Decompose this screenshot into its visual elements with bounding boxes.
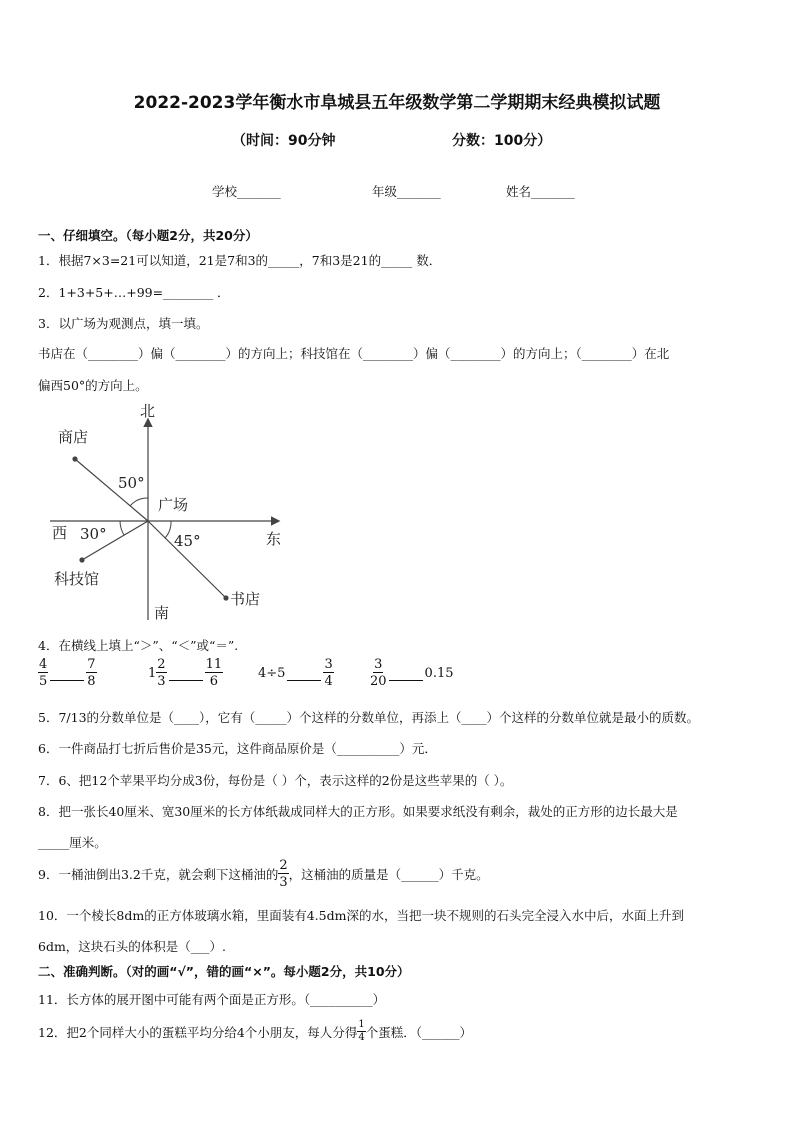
compare-item-4: $\frac{3}{20}$ 0.15 <box>370 657 454 689</box>
shop-point <box>72 456 77 461</box>
name-field: 姓名_______ <box>506 184 575 199</box>
question-2: 2．1+3+5+…+99=________ ． <box>38 285 230 300</box>
answer-blank[interactable] <box>389 666 423 681</box>
question-10-line2: 6dm，这块石头的体积是（___）. <box>38 939 227 954</box>
angle-bookstore-label: 45° <box>174 532 201 550</box>
angle-museum-label: 30° <box>80 525 107 543</box>
south-label: 南 <box>154 604 170 622</box>
page-title: 2022-2023学年衡水市阜城县五年级数学第二学期期末经典模拟试题 <box>133 93 661 113</box>
bookstore-label: 书店 <box>230 590 261 608</box>
angle-arc-bookstore <box>165 521 171 538</box>
question-11: 11．长方体的展开图中可能有两个面是正方形。（__________） <box>38 992 386 1007</box>
shop-label: 商店 <box>58 428 89 446</box>
question-12: 12．把2个同样大小的蛋糕平均分给4个小朋友，每人分得 1 4 个蛋糕．（______） <box>38 1019 472 1043</box>
question-10: 10．一个棱长8dm的正方体玻璃水箱，里面装有4.5dm深的水，当把一块不规则的石头完全浸入水中后，水面上升到 <box>38 908 684 923</box>
section2-heading: 二、准确判断。（对的画“√”，错的画“×”。每小题2分，共10分） <box>38 964 410 979</box>
north-label: 北 <box>140 402 156 420</box>
compare-item-3: 4÷5 $\frac{3}{4}$ <box>258 657 333 689</box>
question-6: 6．一件商品打七折后售价是35元，这件商品原价是（__________）元． <box>38 741 437 756</box>
question-8: 8．把一张长40厘米、宽30厘米的长方体纸裁成同样大的正方形。如果要求纸没有剩余，裁处的正方形的边长最大是 <box>38 804 678 819</box>
angle-arc-shop <box>130 498 148 506</box>
question-3: 3．以广场为观测点，填一填。 <box>38 316 209 331</box>
question-3-line2: 书店在（________）偏（________）的方向上；科技馆在（________）偏（________）的方向上；（________）在北 <box>38 346 670 361</box>
exam-score: 分数：100分） <box>452 133 552 149</box>
question-9: 9．一桶油倒出3.2千克，就会剩下这桶油的 $\frac{2}{3}$ ，这桶油的质量是（______）千克。 <box>38 858 489 890</box>
school-field: 学校_______ <box>212 184 281 199</box>
compare-item-2: 1 $\frac{2}{3}$ $\frac{11}{6}$ <box>148 657 223 689</box>
museum-label: 科技馆 <box>54 570 100 588</box>
answer-blank[interactable] <box>287 666 321 681</box>
compare-item-1: $\frac{4}{5}$ $\frac{7}{8}$ <box>39 657 96 689</box>
angle-shop-label: 50° <box>118 474 145 492</box>
question-4: 4．在横线上填上“＞”、“＜”或“＝”. <box>38 638 239 653</box>
question-1: 1．根据7×3=21可以知道，21是7和3的_____，7和3是21的_____ 数． <box>38 253 442 268</box>
direction-diagram <box>40 398 300 626</box>
question-3-line3: 偏西50°的方向上。 <box>38 378 148 393</box>
angle-arc-museum <box>120 521 124 535</box>
question-7: 7．6、把12个苹果平均分成3份，每份是（ ）个，表示这样的2份是这些苹果的（ ）。 <box>38 773 513 788</box>
bookstore-point <box>223 595 228 600</box>
grade-field: 年级_______ <box>372 184 441 199</box>
question-5: 5．7/13的分数单位是（____），它有（_____）个这样的分数单位，再添上（____）个这样的分数单位就是最小的质数。 <box>38 710 700 725</box>
section1-heading: 一、仔细填空。（每小题2分，共20分） <box>38 228 258 243</box>
west-label: 西 <box>52 524 68 542</box>
exam-time: （时间：90分钟 <box>232 133 336 149</box>
answer-blank[interactable] <box>169 666 203 681</box>
east-label: 东 <box>266 530 282 548</box>
answer-blank[interactable] <box>50 666 84 681</box>
center-label: 广场 <box>158 496 189 514</box>
museum-point <box>79 557 84 562</box>
question-8-line2: _____厘米。 <box>38 835 107 850</box>
